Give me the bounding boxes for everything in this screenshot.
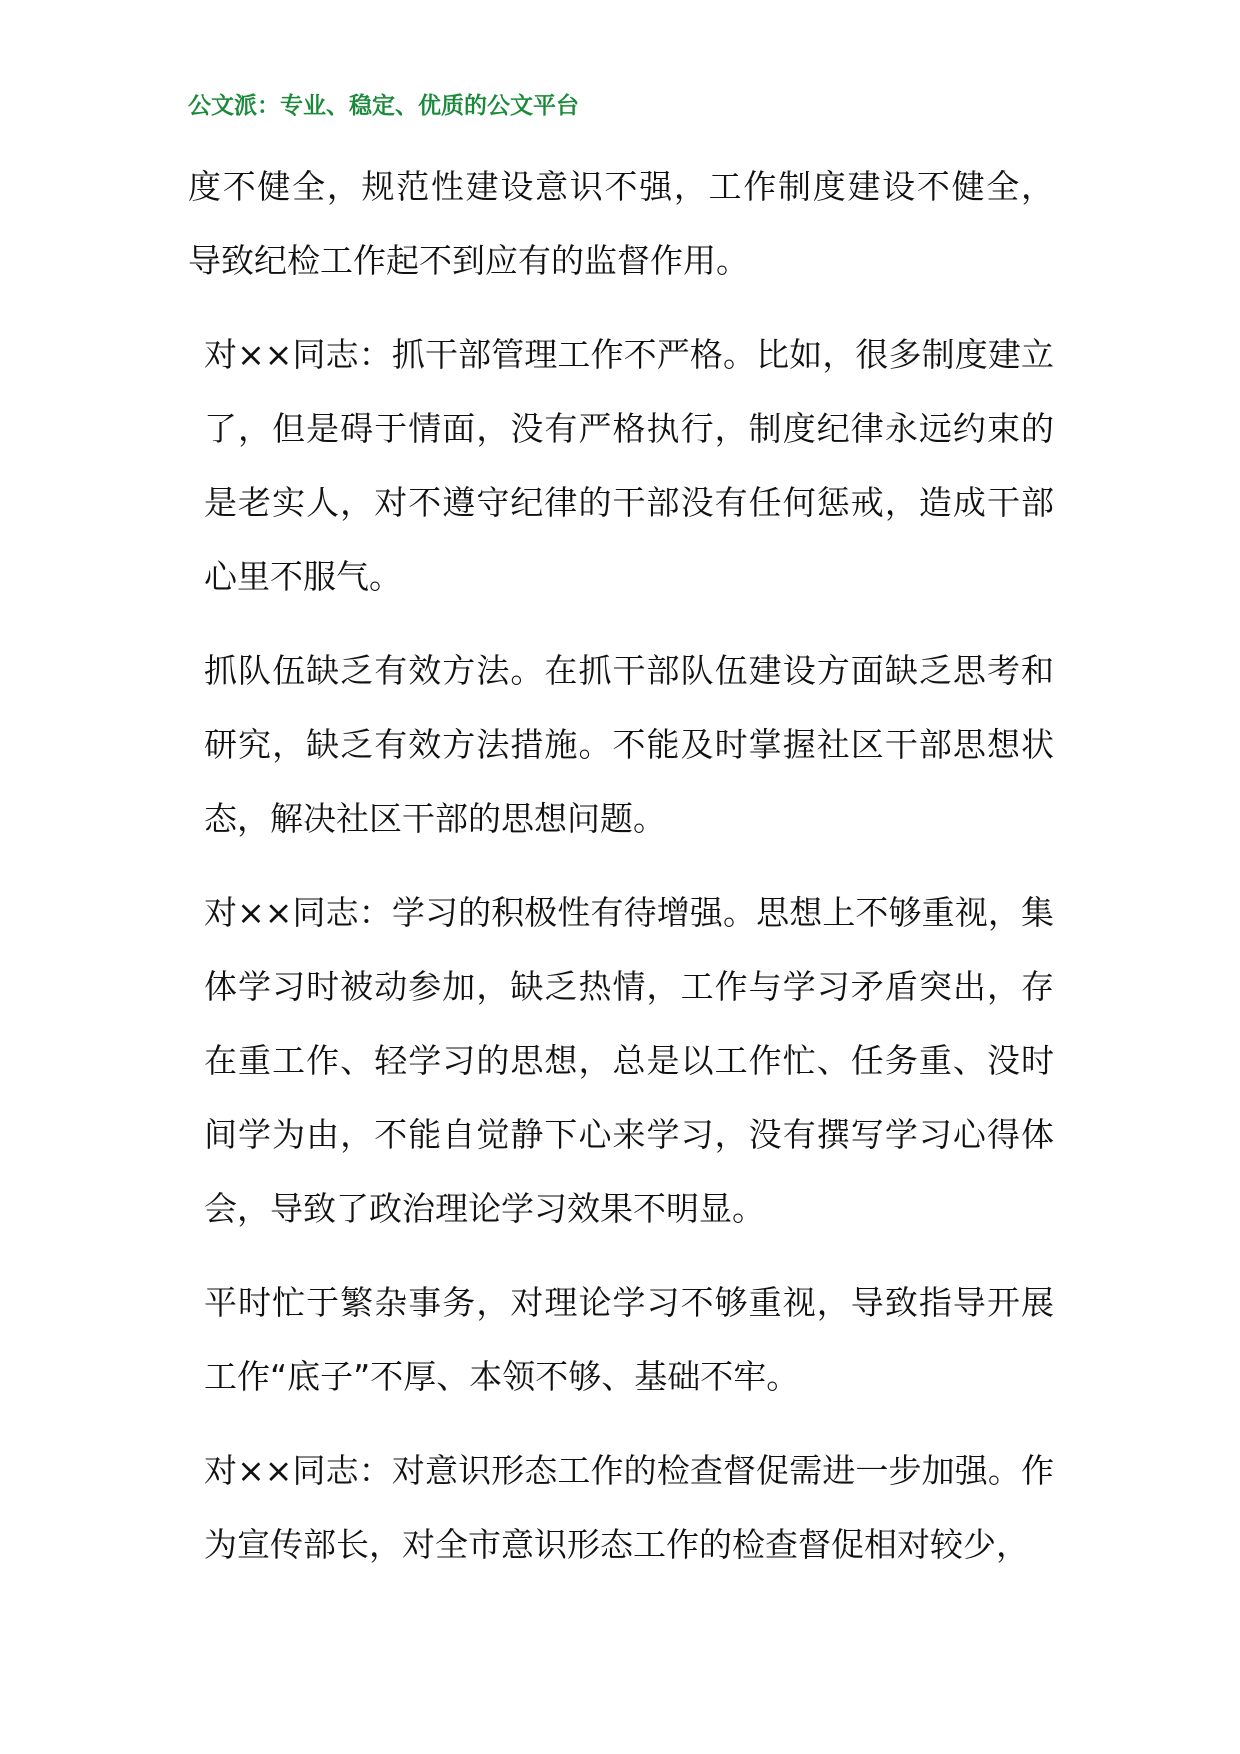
paragraph-line: 对××同志：对意识形态工作的检查督促需进一步加强。作 (204, 1451, 1054, 1490)
paragraph-line: 是老实人，对不遵守纪律的干部没有任何惩戒，造成干部 (204, 483, 1054, 522)
paragraph-line: 工作“底子”不厚、本领不够、基础不牢。 (204, 1357, 800, 1396)
paragraph-line: 平时忙于繁杂事务，对理论学习不够重视，导致指导开展 (204, 1283, 1054, 1322)
paragraph-line: 导致纪检工作起不到应有的监督作用。 (188, 241, 749, 280)
paragraph-line: 态，解决社区干部的思想问题。 (204, 799, 666, 838)
paragraph-line: 对××同志：抓干部管理工作不严格。比如，很多制度建立 (204, 335, 1054, 374)
page-header-title: 公文派：专业、稳定、优质的公文平台 (188, 92, 579, 119)
paragraph-line: 间学为由，不能自觉静下心来学习，没有撰写学习心得体 (204, 1115, 1054, 1154)
paragraph-line: 心里不服气。 (204, 557, 402, 596)
body-paragraph (188, 150, 1054, 298)
body-paragraph (188, 634, 1054, 856)
paragraph-line: 度不健全，规范性建设意识不强，工作制度建设不健全， (188, 167, 1054, 206)
paragraph-line: 会，导致了政治理论学习效果不明显。 (204, 1189, 765, 1228)
paragraph-line: 体学习时被动参加，缺乏热情，工作与学习矛盾突出，存 (204, 967, 1054, 1006)
body-paragraph (188, 1434, 1054, 1582)
paragraph-line: 为宣传部长，对全市意识形态工作的检查督促相对较少， (204, 1525, 1029, 1564)
paragraph-line: 在重工作、轻学习的思想，总是以工作忙、任务重、没时 (204, 1041, 1054, 1080)
body-paragraph (188, 1266, 1054, 1414)
paragraph-line: 对××同志：学习的积极性有待增强。思想上不够重视，集 (204, 893, 1054, 932)
paragraph-line: 抓队伍缺乏有效方法。在抓干部队伍建设方面缺乏思考和 (204, 651, 1054, 690)
paragraph-line: 研究，缺乏有效方法措施。不能及时掌握社区干部思想状 (204, 725, 1054, 764)
body-paragraph (188, 318, 1054, 614)
document-body (188, 150, 1054, 1582)
paragraph-line: 了，但是碍于情面，没有严格执行，制度纪律永远约束的 (204, 409, 1054, 448)
body-paragraph (188, 876, 1054, 1246)
